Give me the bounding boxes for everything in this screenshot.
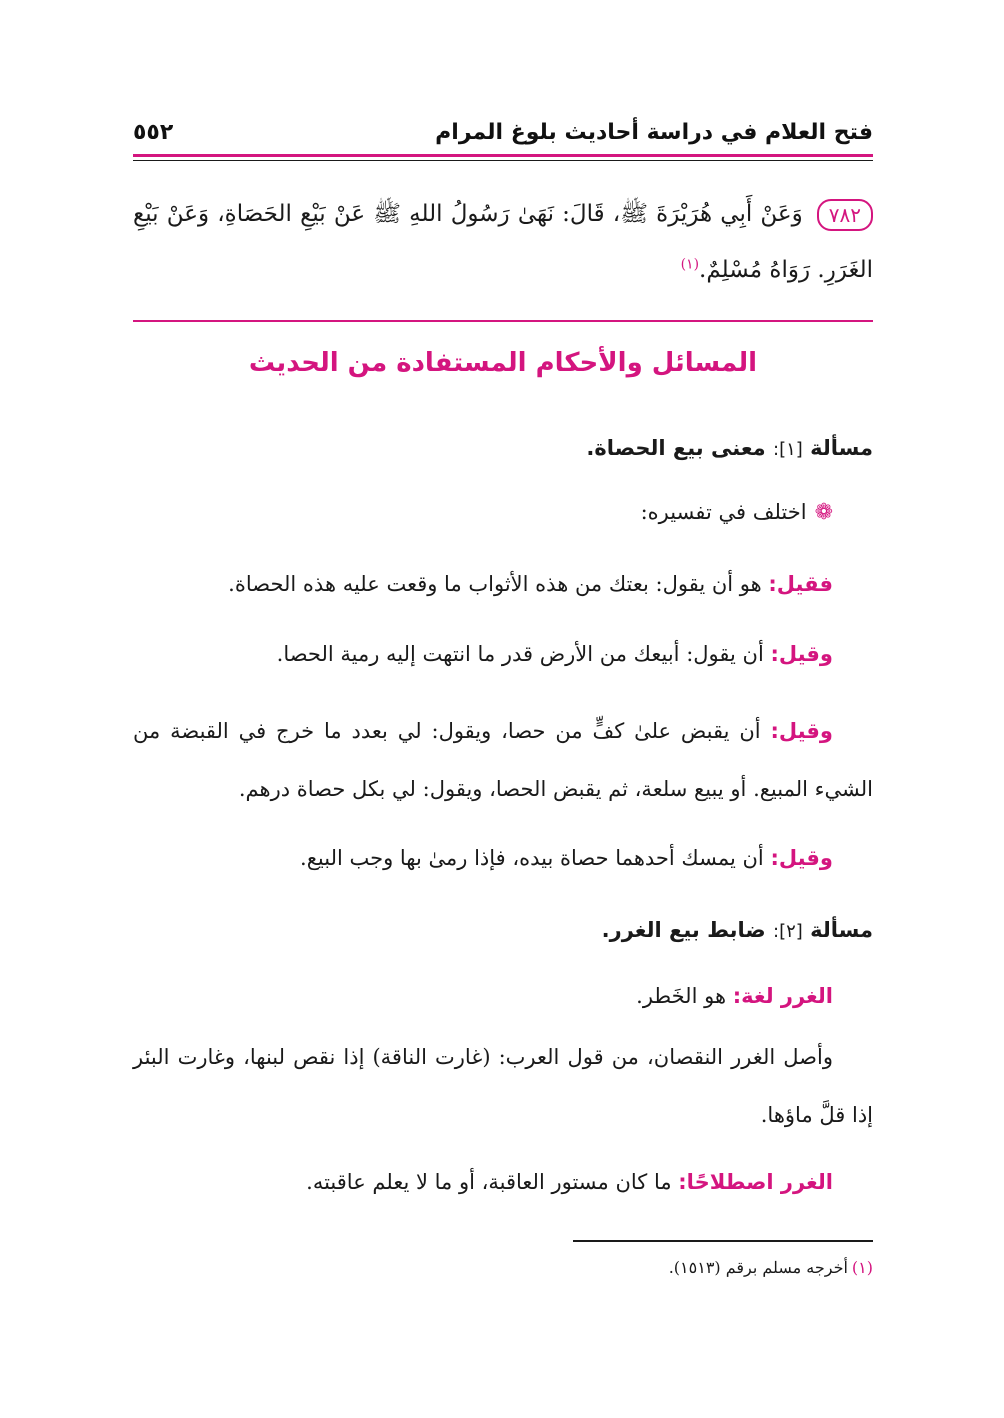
opinion-label: وقيل: [770,846,833,870]
definition-text: هو الخَطر. [636,984,727,1008]
issue-prefix: مسألة [810,918,873,942]
footnote [133,1258,873,1277]
header-rule [133,154,873,157]
footnote-ref[interactable]: (١) [680,256,700,273]
gharar-term-def [133,1170,873,1194]
hadith-body: وَعَنْ أَبِي هُرَيْرَةَ ﷺ، قَالَ: نَهَىٰ رَسُولُ اللهِ ﷺ عَنْ بَيْعِ الحَصَاةِ، وَعَنْ بَيْعِ الغَرَرِ. رَوَاهُ مُسْلِمٌ. [133,201,873,283]
section-title: المسائل والأحكام المستفادة من الحديث [248,348,758,378]
opinion-2 [133,642,873,666]
opinion-label: فقيل: [768,572,833,596]
opinion-text: أن يمسك أحدهما حصاة بيده، فإذا رمىٰ بها وجب البيع. [300,846,764,870]
opinion-text: هو أن يقول: بعتك من هذه الأثواب ما وقعت عليه هذه الحصاة. [228,572,762,596]
footnote-text: أخرجه مسلم برقم (١٥١٣). [668,1258,848,1277]
intro-text: اختلف في تفسيره: [640,500,807,524]
book-title: فتح العلام في دراسة أحاديث بلوغ المرام [435,119,873,145]
flower-icon: ❁ [814,500,833,525]
issue-title: معنى بيع الحصاة. [586,436,766,460]
opinion-1 [133,572,873,596]
hadith-rule [133,320,873,322]
issue-heading-1 [133,436,873,460]
opinion-label: وقيل: [770,642,833,666]
gharar-origin: وأصل الغرر النقصان، من قول العرب: (غارت الناقة) إذا نقص لبنها، وغارت البئر إذا قلَّ ماؤها. [133,1045,873,1127]
opinion-text: أن يقبض علىٰ كفٍّ من حصا، ويقول: لي بعدد ما خرج في القبضة من الشيء المبيع. أو يبيع سلعة، ثم يقبض الحصا، ويقول: لي بكل حصاة درهم. [133,719,873,801]
running-header [133,112,873,152]
opinion-3 [133,702,873,818]
issue-prefix: مسألة [810,436,873,460]
intro-line [133,500,873,525]
footnote-number: (١) [851,1258,873,1277]
hadith-text [133,186,873,298]
issue-number: [١]: [773,439,803,460]
gharar-language-def [133,984,873,1008]
definition-text: ما كان مستور العاقبة، أو ما لا يعلم عاقبته. [306,1170,672,1194]
hadith-number-badge: ٧٨٢ [817,199,873,231]
opinion-label: وقيل: [770,719,833,743]
definition-label: الغرر اصطلاحًا: [678,1170,833,1194]
issue-title: ضابط بيع الغرر. [601,918,766,942]
page-number: ٥٥٢ [133,119,174,145]
footnote-separator [573,1240,873,1242]
opinion-text: أن يقول: أبيعك من الأرض قدر ما انتهت إليه رمية الحصا. [276,642,764,666]
definition-label: الغرر لغة: [732,984,833,1008]
header-rule-thin [133,160,873,161]
issue-heading-2 [133,918,873,942]
opinion-4 [133,846,873,870]
issue-number: [٢]: [773,921,803,942]
